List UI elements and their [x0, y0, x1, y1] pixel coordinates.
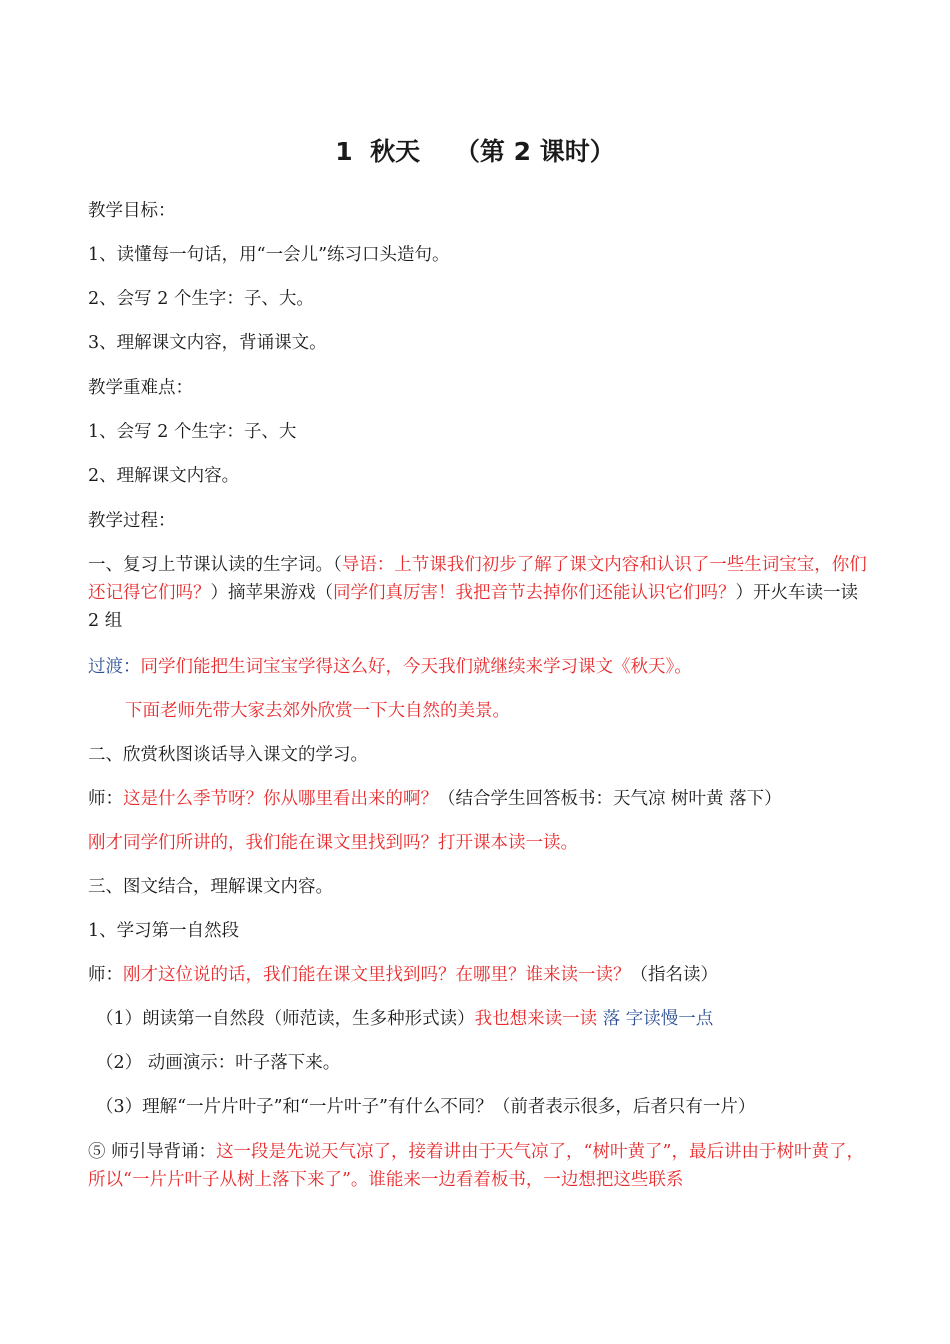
step1-praise-text: 同学们真厉害！我把音节去掉你们还能认识它们吗？ — [333, 583, 736, 603]
step3-item1-blue: 落 字读慢一点 — [602, 1009, 714, 1029]
step1-text-a: 一、复习上节课认读的生字词。（ — [88, 555, 342, 575]
step1-text-e: ）开火车读一读 2 组 — [88, 583, 858, 631]
step1-paragraph — [88, 551, 868, 635]
step1-text-c: ）摘苹果游戏（ — [210, 583, 333, 603]
lesson-title: 1 秋天 （第 2 课时） — [335, 137, 615, 166]
step3-sub1: 1、学习第一自然段 — [88, 921, 240, 941]
step2-board-note: （结合学生回答板书：天气凉 树叶黄 落下） — [438, 789, 782, 809]
key-point-2: 2、理解课文内容。 — [88, 466, 240, 486]
step3-item2: （2） 动画演示：叶子落下来。 — [96, 1053, 341, 1073]
key-point-1: 1、会写 2 个生字：子、大 — [88, 422, 297, 442]
step3-item5-text: 这一段是先说天气凉了，接着讲由于天气凉了，“树叶黄了”，最后讲由于树叶黄了，所以“一片片叶子从树上落下来了”。谁能来一边看着板书，一边想把这些联系 — [88, 1142, 864, 1190]
transition-text: 同学们能把生词宝宝学得这么好，今天我们就继续来学习课文《秋天》。 — [140, 657, 692, 677]
transition-text-2: 下面老师先带大家去郊外欣赏一下大自然的美景。 — [125, 701, 510, 721]
process-heading: 教学过程： — [88, 511, 176, 531]
step3-item1-text: （1）朗读第一自然段（师范读，生多种形式读） — [96, 1009, 475, 1029]
step2-follow-up: 刚才同学们所讲的，我们能在课文里找到吗？打开课本读一读。 — [88, 833, 578, 853]
step2-teacher-line — [88, 785, 868, 813]
step1-guide-text: 导语：上节课我们初步了解了课文内容和认识了一些生词宝宝，你们还记得它们吗？ — [88, 555, 867, 603]
step3-teacher-label: 师： — [88, 965, 123, 985]
goals-heading: 教学目标： — [88, 201, 176, 221]
step2-heading: 二、欣赏秋图谈话导入课文的学习。 — [88, 745, 368, 765]
step3-item5 — [88, 1138, 868, 1194]
step3-item3: （3）理解“一片片叶子”和“一片叶子”有什么不同？（前者表示很多，后者只有一片） — [96, 1097, 756, 1117]
step3-item1-red: 我也想来读一读 — [474, 1009, 598, 1029]
step3-teacher-question: 刚才这位说的话，我们能在课文里找到吗？在哪里？谁来读一读？ — [123, 965, 631, 985]
key-points-heading: 教学重难点： — [88, 378, 193, 398]
transition-line — [88, 653, 868, 681]
step3-teacher-line — [88, 961, 868, 989]
step2-teacher-label: 师： — [88, 789, 123, 809]
step2-teacher-question: 这是什么季节呀？你从哪里看出来的啊？ — [123, 789, 438, 809]
step3-item1 — [96, 1005, 876, 1033]
step3-teacher-note: （指名读） — [630, 965, 718, 985]
step3-item5-label: ⑤ 师引导背诵： — [88, 1142, 217, 1162]
transition-label: 过渡： — [88, 657, 141, 677]
goal-item-2: 2、会写 2 个生字：子、大。 — [88, 289, 314, 309]
goal-item-1: 1、读懂每一句话，用“一会儿”练习口头造句。 — [88, 245, 450, 265]
goal-item-3: 3、理解课文内容，背诵课文。 — [88, 333, 327, 353]
step3-heading: 三、图文结合，理解课文内容。 — [88, 877, 333, 897]
